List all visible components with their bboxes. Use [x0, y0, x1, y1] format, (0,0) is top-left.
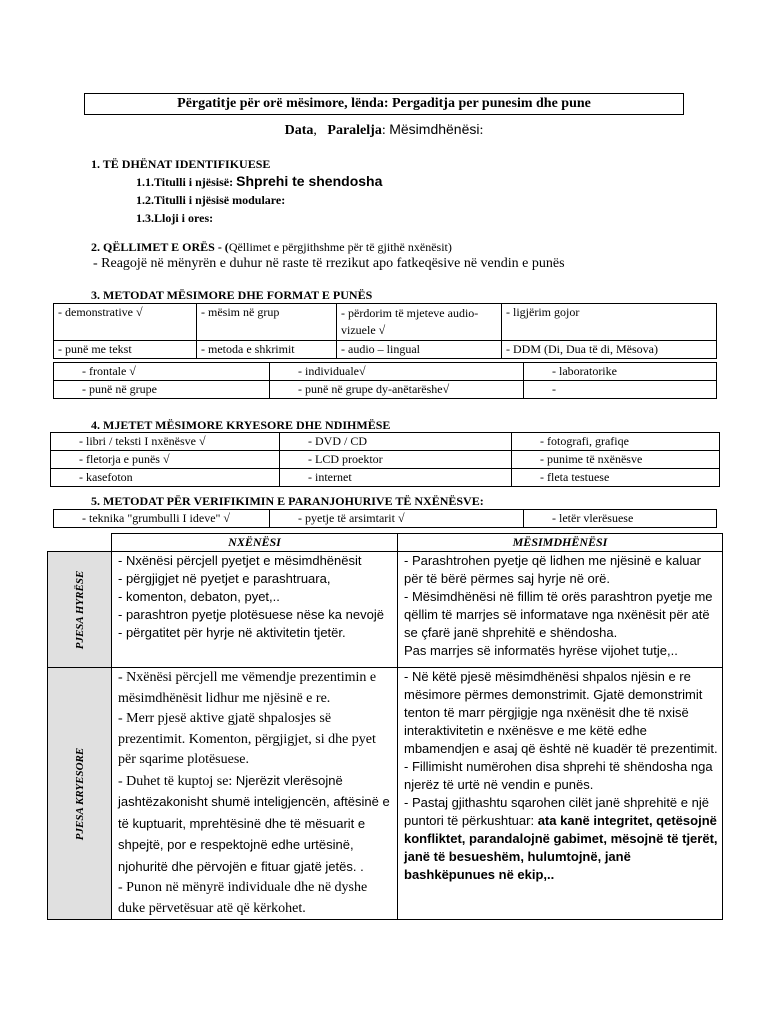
text-line: - Merr pjesë aktive gjatë shpalosjes së prezentimit. Komenton, përgjigjet, si dhe pyet për sqarime plotësuese. — [118, 711, 376, 767]
section-metodat-heading: 3. METODAT MËSIMORE DHE FORMAT E PUNËS — [91, 288, 373, 302]
table-cell: - metoda e shkrimit — [197, 341, 337, 359]
table-cell: - punime të nxënësve — [512, 451, 720, 469]
cell-kryesore-nxenesi — [112, 668, 398, 920]
mesimdhenesi-label: Mësimdhënësi — [389, 121, 480, 137]
table-cell: - punë me tekst — [54, 341, 197, 359]
metodat-table-1 — [53, 303, 717, 359]
table-row — [54, 304, 717, 341]
table-cell: - audio – lingual — [337, 341, 502, 359]
table-row — [51, 469, 720, 487]
table-row — [54, 363, 717, 381]
table-cell: - ligjërim gojor — [502, 304, 717, 341]
table-row-hyrese — [48, 552, 723, 668]
table-cell: - LCD proektor — [280, 451, 512, 469]
text-line: - Nxënësi përcjell me vëmendje prezentimin e mësimdhënësit lidhur me njësinë e re. — [118, 670, 377, 706]
header-mesimdhenesi: MËSIMDHËNËSI — [398, 534, 723, 552]
text-line: - Mësimdhënësi në fillim të orës parashtron pyetje me qëllim të marrjes së informatave nga nxënësit për atë se çfarë janë shprehitë e shëndosha. — [404, 589, 713, 640]
text-quote: Njerëzit vlerësojnë jashtëzakonisht shumë inteligjencën, aftësinë e të kuptuarit, mprehtësinë dhe të mësuarit e shpejtë, por e respektojnë edhe urtësinë, njohuritë dhe përvojën e fituar gjatë jetës. . — [118, 772, 390, 874]
table-cell: - internet — [280, 469, 512, 487]
table-cell: - përdorim të mjeteve audio-vizuele √ — [337, 304, 502, 341]
table-row — [51, 451, 720, 469]
lesson-activities-table — [47, 533, 723, 920]
paralelja-label: Paralelja — [327, 123, 382, 138]
text-bold: ata kanë integritet, qetësojnë konfliktet, parandalojnë gabimet, mësojnë të tjerët, janë të besueshëm, hulumtojnë, janë bashkëpunues në ekip,.. — [404, 813, 718, 882]
text-line — [404, 794, 718, 884]
table-cell: - pyetje të arsimtarit √ — [270, 510, 524, 528]
table-cell: - punë në grupe — [54, 381, 270, 399]
text-line: - Parashtrohen pyetje që lidhen me njësinë e kaluar për të bërë përmes saj hyrje në orë. — [404, 553, 702, 586]
text-line: Pas marrjes së informatës hyrëse vijohet tutje,.. — [404, 643, 678, 658]
side-cell-kryesore — [48, 668, 112, 920]
text-line: - Fillimisht numërohen disa shprehi të shëndosha nga njerëz të urtë në vendin e punës. — [404, 759, 713, 792]
header-nxenesi: NXËNËSI — [112, 534, 398, 552]
text-line: - Punon në mënyrë individuale dhe në dyshe duke përvetësuar atë që kërkohet. — [118, 880, 368, 916]
section-qellimet-heading — [91, 240, 452, 254]
table-row — [51, 433, 720, 451]
text-prefix: - Duhet të kuptoj se: — [118, 773, 236, 789]
text-line: - përgjigjet në pyetjet e parashtruara, — [118, 571, 331, 586]
section-identifikuese-heading: 1. TË DHËNAT IDENTIFIKUESE — [91, 157, 271, 171]
table-cell: - punë në grupe dy-anëtarëshe√ — [270, 381, 524, 399]
cell-kryesore-mesimdhenesi — [398, 668, 723, 920]
table-cell: - — [524, 381, 717, 399]
qellimet-heading-text: 2. QËLLIMET E ORËS - ( — [91, 240, 229, 254]
table-cell: - demonstrative √ — [54, 304, 197, 341]
table-cell: - DVD / CD — [280, 433, 512, 451]
qellimet-heading-note: Qëllimet e përgjithshme për të gjithë nxënësit) — [228, 240, 452, 254]
lloji-label: 1.3.Lloji i ores: — [136, 211, 214, 225]
modulare-label: 1.2.Titulli i njësisë modulare: — [136, 193, 286, 207]
titulli-njesise-label: 1.1.Titulli i njësisë: — [136, 175, 234, 189]
table-cell: - letër vlerësuese — [524, 510, 717, 528]
subtitle-row: Data, Paralelja: Mësimdhënësi: — [284, 121, 484, 138]
text-line: - përgatitet për hyrje në aktivitetin tjetër. — [118, 625, 346, 640]
verifikimi-table — [53, 509, 717, 528]
metodat-table-2 — [53, 362, 717, 399]
text-line: - Nxënësi përcjell pyetjet e mësimdhënësit — [118, 553, 362, 568]
cell-hyrese-nxenesi — [112, 552, 398, 668]
cell-hyrese-mesimdhenesi — [398, 552, 723, 668]
titulli-njesise-row — [136, 174, 382, 189]
table-row-kryesore — [48, 668, 723, 920]
text-line: - parashtron pyetje plotësuese nëse ka nevojë — [118, 607, 384, 622]
table-header-empty — [48, 534, 112, 552]
document-title: Përgatitje për orë mësimore, lënda: Pergaditja per punesim dhe pune — [84, 93, 684, 115]
table-cell: - DDM (Di, Dua të di, Mësova) — [502, 341, 717, 359]
label-pjesa-kryesore: PJESA KRYESORE — [73, 747, 86, 840]
label-pjesa-hyrese: PJESA HYRËSE — [73, 570, 86, 649]
table-cell: - kasefoton — [51, 469, 280, 487]
table-row — [54, 510, 717, 528]
table-header-row — [48, 534, 723, 552]
table-cell: - laboratorike — [524, 363, 717, 381]
table-row — [54, 381, 717, 399]
text-line — [118, 771, 393, 879]
table-cell: - individuale√ — [270, 363, 524, 381]
table-cell: - fotografi, grafiqe — [512, 433, 720, 451]
table-cell: - fletorja e punës √ — [51, 451, 280, 469]
table-cell: - mësim në grup — [197, 304, 337, 341]
mjetet-table — [50, 432, 720, 487]
table-cell: - teknika "grumbulli I ideve" √ — [54, 510, 270, 528]
text-line: - komenton, debaton, pyet,.. — [118, 589, 280, 604]
titulli-njesise-value: Shprehi te shendosha — [236, 173, 383, 189]
text-line: - Në këtë pjesë mësimdhënësi shpalos njësin e re mësimore përmes demonstrimit. Gjatë demonstrimit tenton të marr përgjigje nga nxënësit dhe të nxisë interaktivitetin e nxënësve e me këtë edhe mbamendjen e asaj që është në kuadër të prezentimit. — [404, 669, 718, 756]
section-mjetet-heading: 4. MJETET MËSIMORE KRYESORE DHE NDIHMËSE — [91, 418, 391, 432]
table-row — [54, 341, 717, 359]
table-cell: - fleta testuese — [512, 469, 720, 487]
section-verifikimi-heading: 5. METODAT PËR VERIFIKIMIN E PARANJOHURIVE TË NXËNËSVE: — [91, 494, 484, 508]
data-label: Data — [284, 123, 314, 138]
table-cell: - frontale √ — [54, 363, 270, 381]
text-prefix: - Pastaj gjithashtu sqarohen cilët janë shprehitë e një puntori të përkushtuar: — [404, 795, 709, 828]
qellimet-text: - Reagojë në mënyrën e duhur në raste të rrezikut apo fatkeqësive në vendin e punës — [93, 256, 565, 271]
side-cell-hyrese — [48, 552, 112, 668]
table-cell: - libri / teksti I nxënësve √ — [51, 433, 280, 451]
